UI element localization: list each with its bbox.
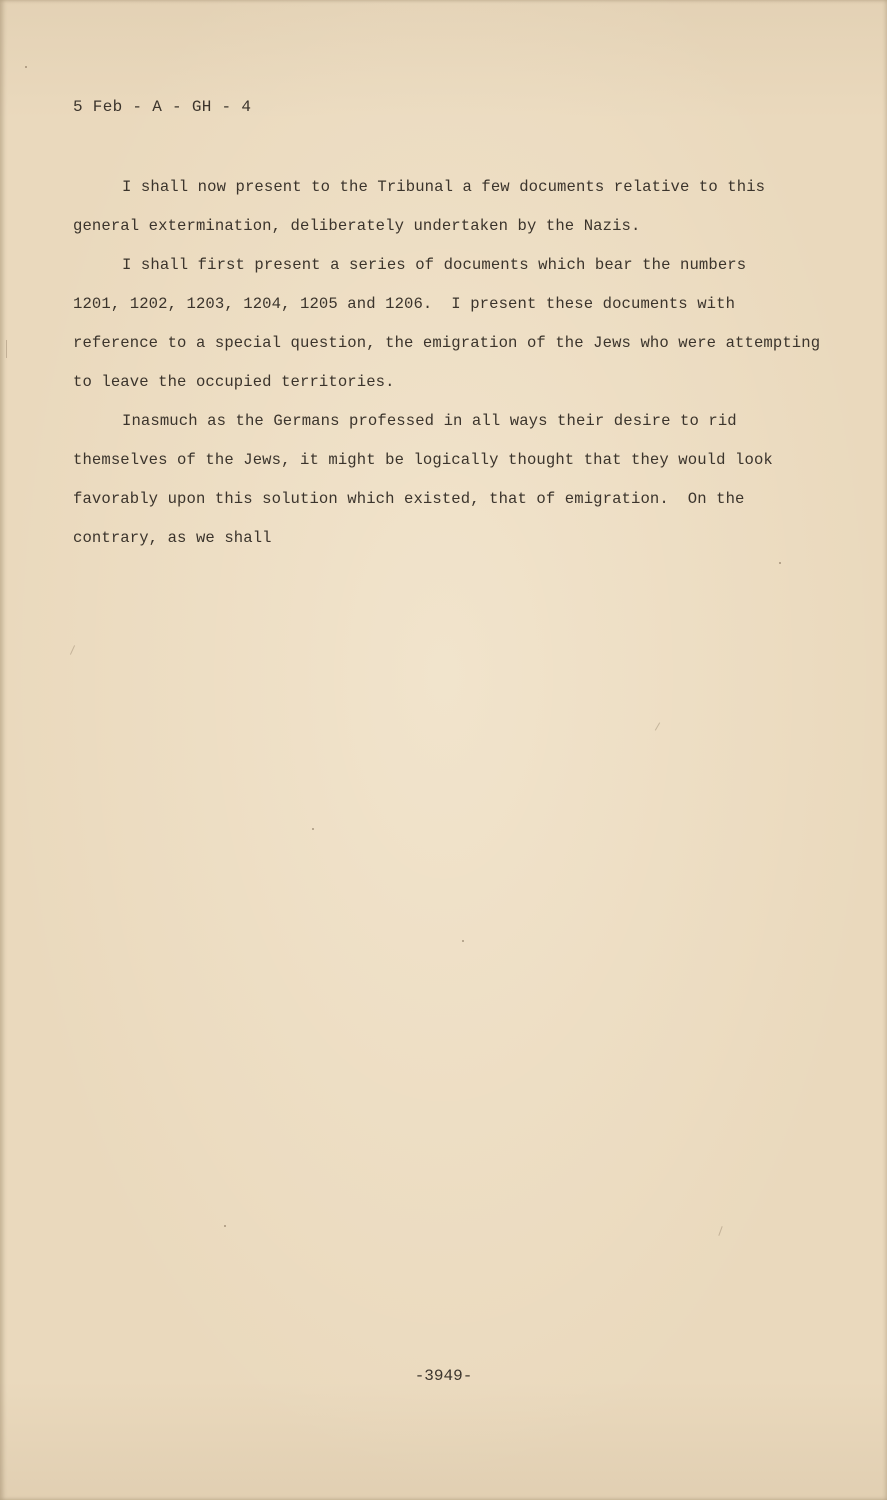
page-number: -3949- (414, 1367, 473, 1385)
paper-speck (312, 828, 314, 830)
document-body (73, 168, 843, 558)
paper-scratch (655, 722, 660, 730)
paper-speck (779, 562, 781, 564)
document-reference-header: 5 Feb - A - GH - 4 (73, 98, 252, 116)
text-line: favorably upon this solution which existed, that of emigration. On the (73, 490, 745, 508)
paper-scratch (6, 340, 7, 358)
paper-scratch (718, 1226, 722, 1236)
text-line: contrary, as we shall (73, 529, 272, 547)
text-line: reference to a special question, the emigration of the Jews who were attempting (73, 334, 821, 352)
paper-scratch (70, 645, 75, 654)
paragraph-3 (73, 402, 843, 558)
text-line: themselves of the Jews, it might be logically thought that they would look (73, 451, 773, 469)
text-line: I shall first present a series of documents which bear the numbers (122, 256, 747, 274)
paper-speck (25, 66, 27, 68)
paper-speck (224, 1225, 226, 1227)
text-line: Inasmuch as the Germans professed in all ways their desire to rid (122, 412, 737, 430)
text-line: to leave the occupied territories. (73, 373, 395, 391)
text-line: I shall now present to the Tribunal a few documents relative to this (122, 178, 766, 196)
text-line: general extermination, deliberately undertaken by the Nazis. (73, 217, 641, 235)
paragraph-1 (73, 168, 843, 246)
paragraph-2 (73, 246, 843, 402)
paper-speck (462, 940, 464, 942)
text-line: 1201, 1202, 1203, 1204, 1205 and 1206. I present these documents with (73, 295, 736, 313)
